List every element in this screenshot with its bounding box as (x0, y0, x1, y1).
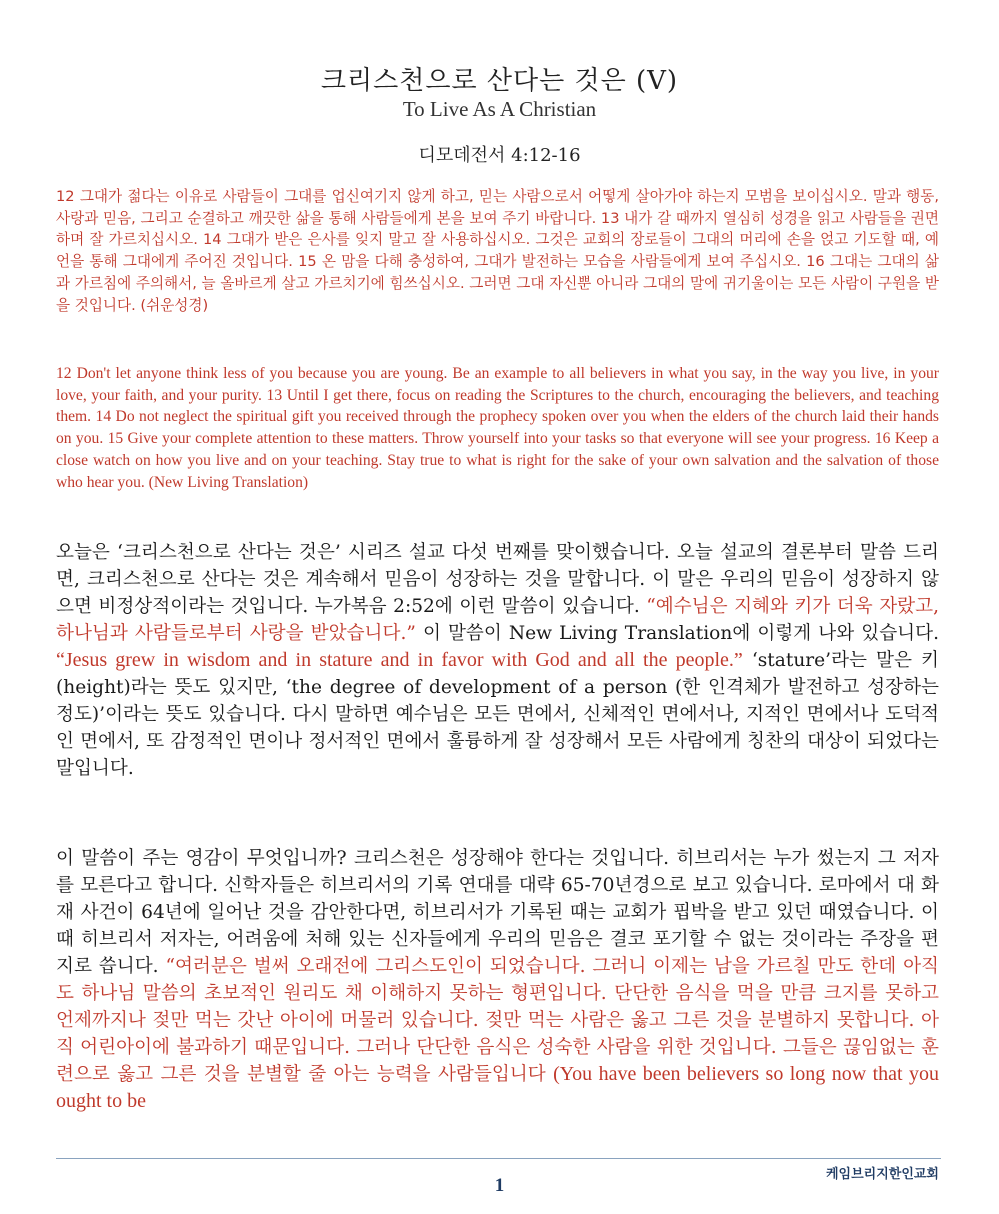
sermon-paragraph-1 (56, 539, 939, 782)
church-name: 케임브리지한인교회 (825, 1167, 939, 1182)
paragraph-text: 이 말씀이 주는 영감이 무엇입니까? 크리스천은 성장해야 한다는 것입니다. 히브리서는 누가 썼는지 그 저자를 모른다고 합니다. 신학자들은 히브리서의 기록 연대를 대략 65-70년경으로 보고 있습니다. 로마에서 대 화재 사건이 64년에 일어난 것을 감안한다면, 히브리서가 기록된 때는 교회가 핍박을 받고 있던 때였습니다. 이 때 히브리서 저자는, 어려움에 처해 있는 신자들에게 우리의 믿음은 결코 포기할 수 없는 것이라는 주장을 편지로 씁니다. (56, 848, 939, 977)
page-subtitle: To Live As A Christian (402, 97, 597, 121)
sermon-paragraph-2 (56, 845, 939, 1115)
footer-divider (56, 1158, 941, 1159)
scripture-reference: 디모데전서 4:12-16 (418, 145, 581, 166)
quote-hebrews-english: (You have been believers so long now that you ought to be (56, 1063, 939, 1112)
quote-hebrews: “여러분은 벌써 오래전에 그리스도인이 되었습니다. 그러니 이제는 남을 가르칠 만도 한데 아직도 하나님 말씀의 초보적인 원리도 채 이해하지 못하는 형편입니다. 단단한 음식을 먹을 만큼 크지를 못하고 언제까지나 젖만 먹는 갓난 아이에 머물러 있습니다. 젖만 먹는 사람은 옳고 그른 것을 분별하지 못합니다. 아직 어린아이에 불과하기 때문입니다. 그러나 단단한 음식은 성숙한 사람을 위한 것입니다. 그들은 끊임없는 훈련으로 옳고 그른 것을 분별할 줄 아는 능력을 사람들입니다 (56, 956, 939, 1085)
quote-english: “Jesus grew in wisdom and in stature and in favor with God and all the people.” (56, 649, 743, 671)
quote-korean: “예수님은 지혜와 키가 더욱 자랐고, 하나님과 사람들로부터 사랑을 받았습니다.” (56, 596, 939, 644)
paragraph-text: ‘stature’라는 말은 키 (height)라는 뜻도 있지만, ‘the degree of development of a person (한 인격체가 발전하고 성장하는 정도)’이라는 뜻도 있습니다. 다시 말하면 예수님은 모든 면에서, 신체적인 면에서나, 지적인 면에서나 도덕적인 면에서, 또 감정적인 면이나 정서적인 면에서 훌륭하게 잘 성장해서 모든 사람에게 칭찬의 대상이 되었다는 말입니다. (56, 650, 939, 779)
page-number: 1 (494, 1175, 505, 1196)
english-scripture-passage: 12 Don't let anyone think less of you because you are young. Be an example to all believers in what you say, in the way you live, in your love, your faith, and your purity. 13 Until I get there, focus on reading the Scriptures to the church, encouraging the believers, and teaching them. 14 Do not neglect the spiritual gift you received through the prophecy spoken over you when the elders of the church laid their hands on you. 15 Give your complete attention to these matters. Throw yourself into your tasks so that everyone will see your progress. 16 Keep a close watch on how you live and on your teaching. Stay true to what is right for the sake of your own salvation and the salvation of those who hear you. (New Living Translation) (56, 365, 939, 491)
korean-scripture-passage: 12 그대가 젊다는 이유로 사람들이 그대를 업신여기지 않게 하고, 믿는 사람으로서 어떻게 살아가야 하는지 모범을 보이십시오. 말과 행동, 사랑과 믿음, 그리고 순결하고 깨끗한 삶을 통해 사람들에게 본을 보여 주기 바랍니다. 13 내가 갈 때까지 열심히 성경을 읽고 사람들을 권면하며 잘 가르치십시오. 14 그대가 받은 은사를 잊지 말고 잘 사용하십시오. 그것은 교회의 장로들이 그대의 머리에 손을 얹고 기도할 때, 예언을 통해 그대에게 주어진 것입니다. 15 온 맘을 다해 충성하여, 그대가 발전하는 모습을 사람들에게 보여 주십시오. 16 그대는 그대의 삶과 가르침에 주의해서, 늘 올바르게 살고 가르치기에 힘쓰십시오. 그러면 그대 자신뿐 아니라 그대의 말에 귀기울이는 모든 사람이 구원을 받을 것입니다. (쉬운성경) (56, 188, 939, 314)
paragraph-text: 이 말씀이 New Living Translation에 이렇게 나와 있습니다. (415, 623, 939, 644)
paragraph-text: 오늘은 ‘크리스천으로 산다는 것은’ 시리즈 설교 다섯 번째를 맞이했습니다. 오늘 설교의 결론부터 말씀 드리면, 크리스천으로 산다는 것은 계속해서 믿음이 성장하는 것을 말합니다. 이 말은 우리의 믿음이 성장하지 않으면 비정상적이라는 것입니다. 누가복음 2:52에 이런 말씀이 있습니다. (56, 542, 939, 617)
page-title: 크리스천으로 산다는 것은 (V) (320, 66, 679, 96)
